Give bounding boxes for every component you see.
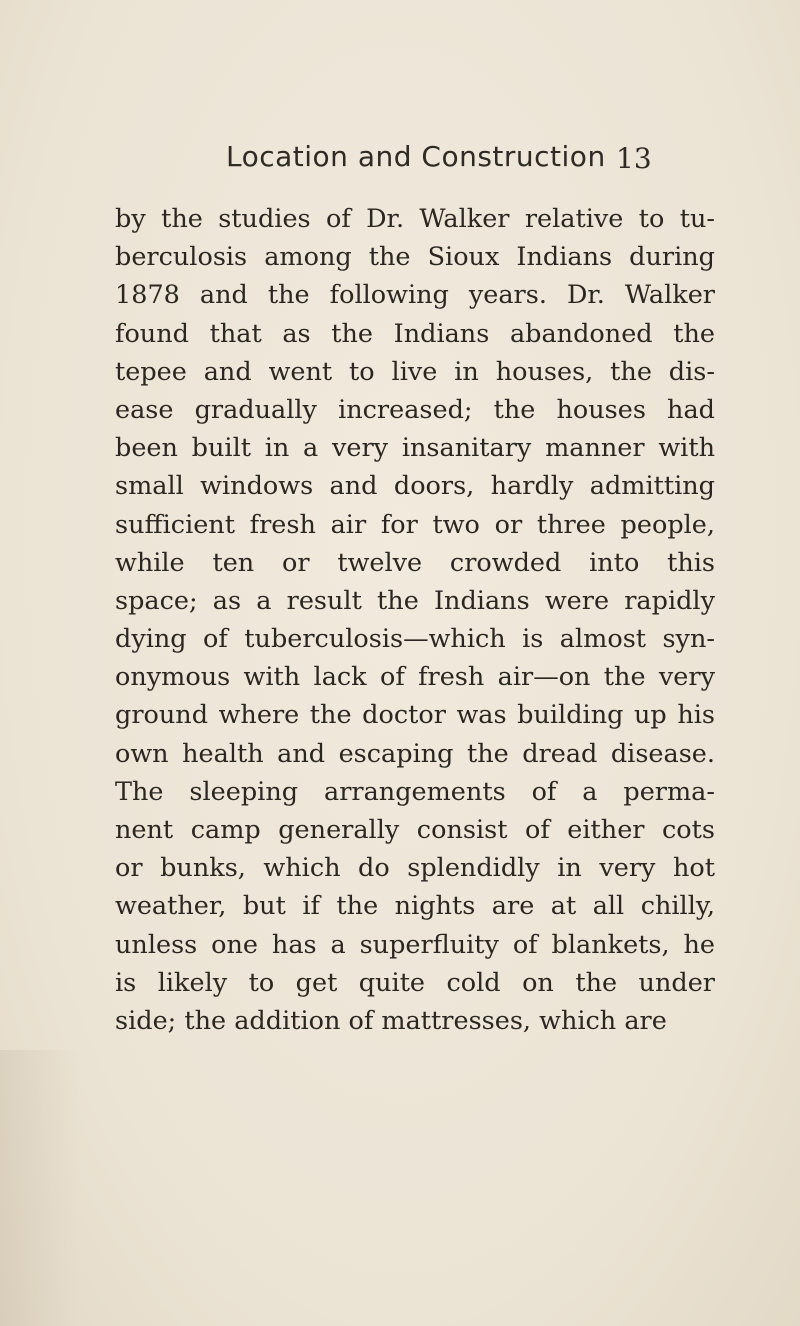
page-edge-shadow [0,1050,80,1326]
text-line: nent camp generally consist of either cots [115,815,715,845]
text-line: is likely to get quite cold on the under [115,967,715,998]
text-line: berculosis among the Sioux Indians during [115,242,715,273]
text-line: found that as the Indians abandoned the [115,318,715,349]
text-line: been built in a very insanitary manner with [115,433,715,464]
running-head [0,140,800,180]
text-line: sufficient fresh air for two or three people, [115,509,715,540]
text-line: space; as a result the Indians were rapidly [115,585,715,616]
text-line: dying of tuberculosis—which is almost syn- [115,624,715,655]
text-line: tepee and went to live in houses, the dis- [115,356,715,387]
page-number: 13 [616,142,652,175]
text-line: own health and escaping the dread disease. [115,738,715,769]
text-line: ease gradually increased; the houses had [115,394,715,425]
text-line: ground where the doctor was building up his [115,700,715,731]
text-line: or bunks, which do splendidly in very hot [115,853,715,884]
text-line: onymous with lack of fresh air—on the very [115,662,715,693]
running-title: Location and Construction [226,140,606,173]
text-line: unless one has a superfluity of blankets, he [115,929,715,960]
text-line: side; the addition of mattresses, which are [115,1005,667,1036]
text-line: weather, but if the nights are at all chilly, [115,891,715,922]
text-line: by the studies of Dr. Walker relative to tu- [115,204,715,234]
body-text [115,200,715,1040]
text-line: 1878 and the following years. Dr. Walker [115,280,715,311]
text-line: small windows and doors, hardly admitting [115,471,715,502]
text-line: while ten or twelve crowded into this [115,547,715,578]
text-line: The sleeping arrangements of a perma- [115,776,715,807]
